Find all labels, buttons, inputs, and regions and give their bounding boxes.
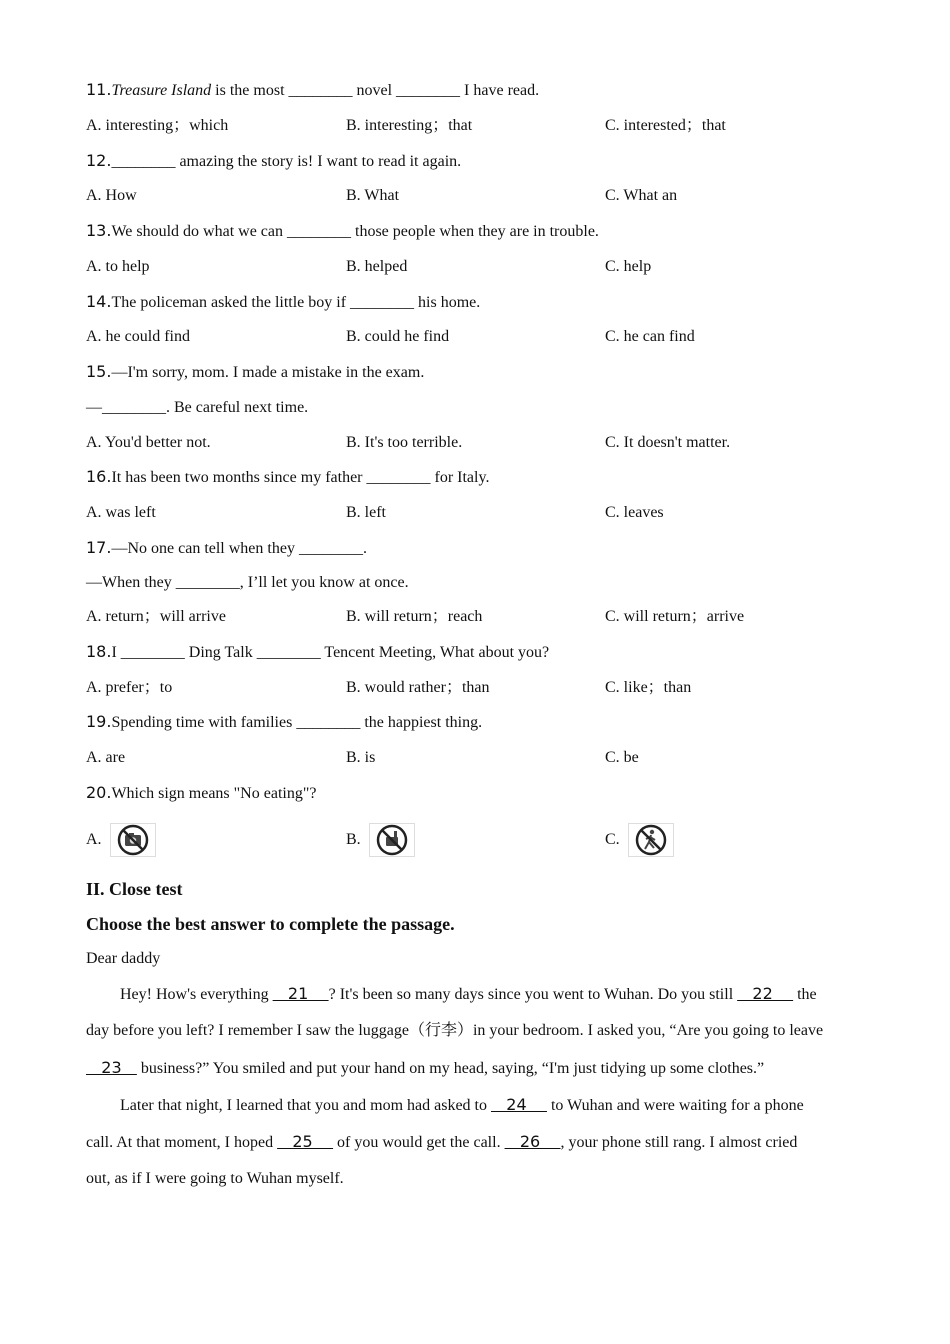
option-b: B. could he find — [346, 328, 450, 345]
question-14 — [86, 292, 480, 313]
option-c: C. It doesn't matter. — [605, 434, 731, 451]
option-b: B. will return；reach — [346, 608, 483, 625]
question-17 — [86, 538, 367, 559]
no-camera-sign-icon — [110, 823, 156, 857]
option-c: C. What an — [605, 187, 678, 204]
question-text: We should do what we can ________ those people when they are in trouble. — [111, 223, 599, 240]
option-a: A. are — [86, 749, 126, 766]
question-number: 19. — [86, 712, 112, 731]
option-c: C. help — [605, 258, 652, 275]
option-b: B. is — [346, 749, 376, 766]
option-b: B. What — [346, 187, 400, 204]
option-c: C. leaves — [605, 504, 664, 521]
option-a: A. How — [86, 187, 137, 204]
question-text: —No one can tell when they ________. — [111, 540, 367, 557]
question-text: It has been two months since my father ________ for Italy. — [111, 469, 490, 486]
book-title: Treasure Island — [111, 82, 212, 99]
question-text: —I'm sorry, mom. I made a mistake in the exam. — [111, 364, 425, 381]
option-label: C. — [605, 831, 620, 848]
option-b: B. interesting；that — [346, 117, 473, 134]
option-a: A. prefer；to — [86, 679, 173, 696]
question-20 — [86, 783, 316, 804]
paragraph-2-line-3: out, as if I were going to Wuhan myself. — [86, 1170, 344, 1187]
option-b — [346, 822, 415, 858]
question-text: Spending time with families ________ the happiest thing. — [111, 714, 483, 731]
question-number: 15. — [86, 362, 112, 381]
question-13 — [86, 221, 599, 242]
letter-greeting: Dear daddy — [86, 950, 161, 967]
question-number: 17. — [86, 538, 112, 557]
question-text: Which sign means "No eating"? — [111, 785, 317, 802]
no-eating-sign-icon — [369, 823, 415, 857]
option-c — [605, 822, 674, 858]
option-a: A. You'd better not. — [86, 434, 211, 451]
option-b: B. would rather；than — [346, 679, 490, 696]
option-label: B. — [346, 831, 361, 848]
blank-21: 21 — [272, 984, 329, 1003]
question-16 — [86, 467, 489, 488]
question-text: I ________ Ding Talk ________ Tencent Meeting, What about you? — [111, 644, 550, 661]
question-12 — [86, 151, 461, 172]
option-a — [86, 822, 156, 858]
question-number: 14. — [86, 292, 112, 311]
paragraph-1-line-2: day before you left? I remember I saw the luggage（行李）in your bedroom. I asked you, “Are you going to leave — [86, 1022, 824, 1039]
paragraph-2-line-2: call. At that moment, I hoped 25 of you would get the call. 26 , your phone still rang. I almost cried — [86, 1132, 798, 1151]
question-number: 11. — [86, 80, 112, 99]
option-b: B. It's too terrible. — [346, 434, 463, 451]
option-c: C. he can find — [605, 328, 695, 345]
question-text: ________ amazing the story is! I want to read it again. — [111, 153, 462, 170]
option-a: A. to help — [86, 258, 150, 275]
option-b: B. helped — [346, 258, 408, 275]
question-number: 20. — [86, 783, 112, 802]
option-a: A. interesting；which — [86, 117, 229, 134]
question-17-reply: —When they ________, I’ll let you know at once. — [86, 574, 409, 591]
section-instruction: Choose the best answer to complete the passage. — [86, 914, 455, 934]
no-walking-sign-icon — [628, 823, 674, 857]
blank-25: 25 — [277, 1132, 334, 1151]
question-number: 12. — [86, 151, 112, 170]
question-number: 16. — [86, 467, 112, 486]
paragraph-2-line-1: Later that night, I learned that you and mom had asked to 24 to Wuhan and were waiting for a phone — [120, 1095, 804, 1114]
question-15 — [86, 362, 424, 383]
option-c: C. interested；that — [605, 117, 726, 134]
option-a: A. return；will arrive — [86, 608, 226, 625]
question-number: 13. — [86, 221, 112, 240]
paragraph-1-line-3: 23 business?” You smiled and put your hand on my head, saying, “I'm just tidying up some clothes.” — [86, 1058, 765, 1077]
blank-23: 23 — [86, 1058, 137, 1077]
question-text: is the most ________ novel ________ I have read. — [211, 82, 540, 99]
section-title: II. Close test — [86, 879, 183, 899]
paragraph-1-line-1: Hey! How's everything 21 ? It's been so many days since you went to Wuhan. Do you still 22 the — [120, 984, 817, 1003]
option-c: C. will return；arrive — [605, 608, 745, 625]
option-c: C. like；than — [605, 679, 692, 696]
option-b: B. left — [346, 504, 386, 521]
option-a: A. was left — [86, 504, 156, 521]
blank-22: 22 — [737, 984, 794, 1003]
question-text: The policeman asked the little boy if ________ his home. — [111, 294, 481, 311]
question-19 — [86, 712, 482, 733]
question-15-reply: —________. Be careful next time. — [86, 399, 309, 416]
option-label: A. — [86, 831, 102, 848]
question-18 — [86, 642, 549, 663]
option-c: C. be — [605, 749, 639, 766]
option-a: A. he could find — [86, 328, 190, 345]
question-11 — [86, 80, 539, 101]
question-number: 18. — [86, 642, 112, 661]
blank-24: 24 — [491, 1095, 547, 1114]
blank-26: 26 — [504, 1132, 561, 1151]
